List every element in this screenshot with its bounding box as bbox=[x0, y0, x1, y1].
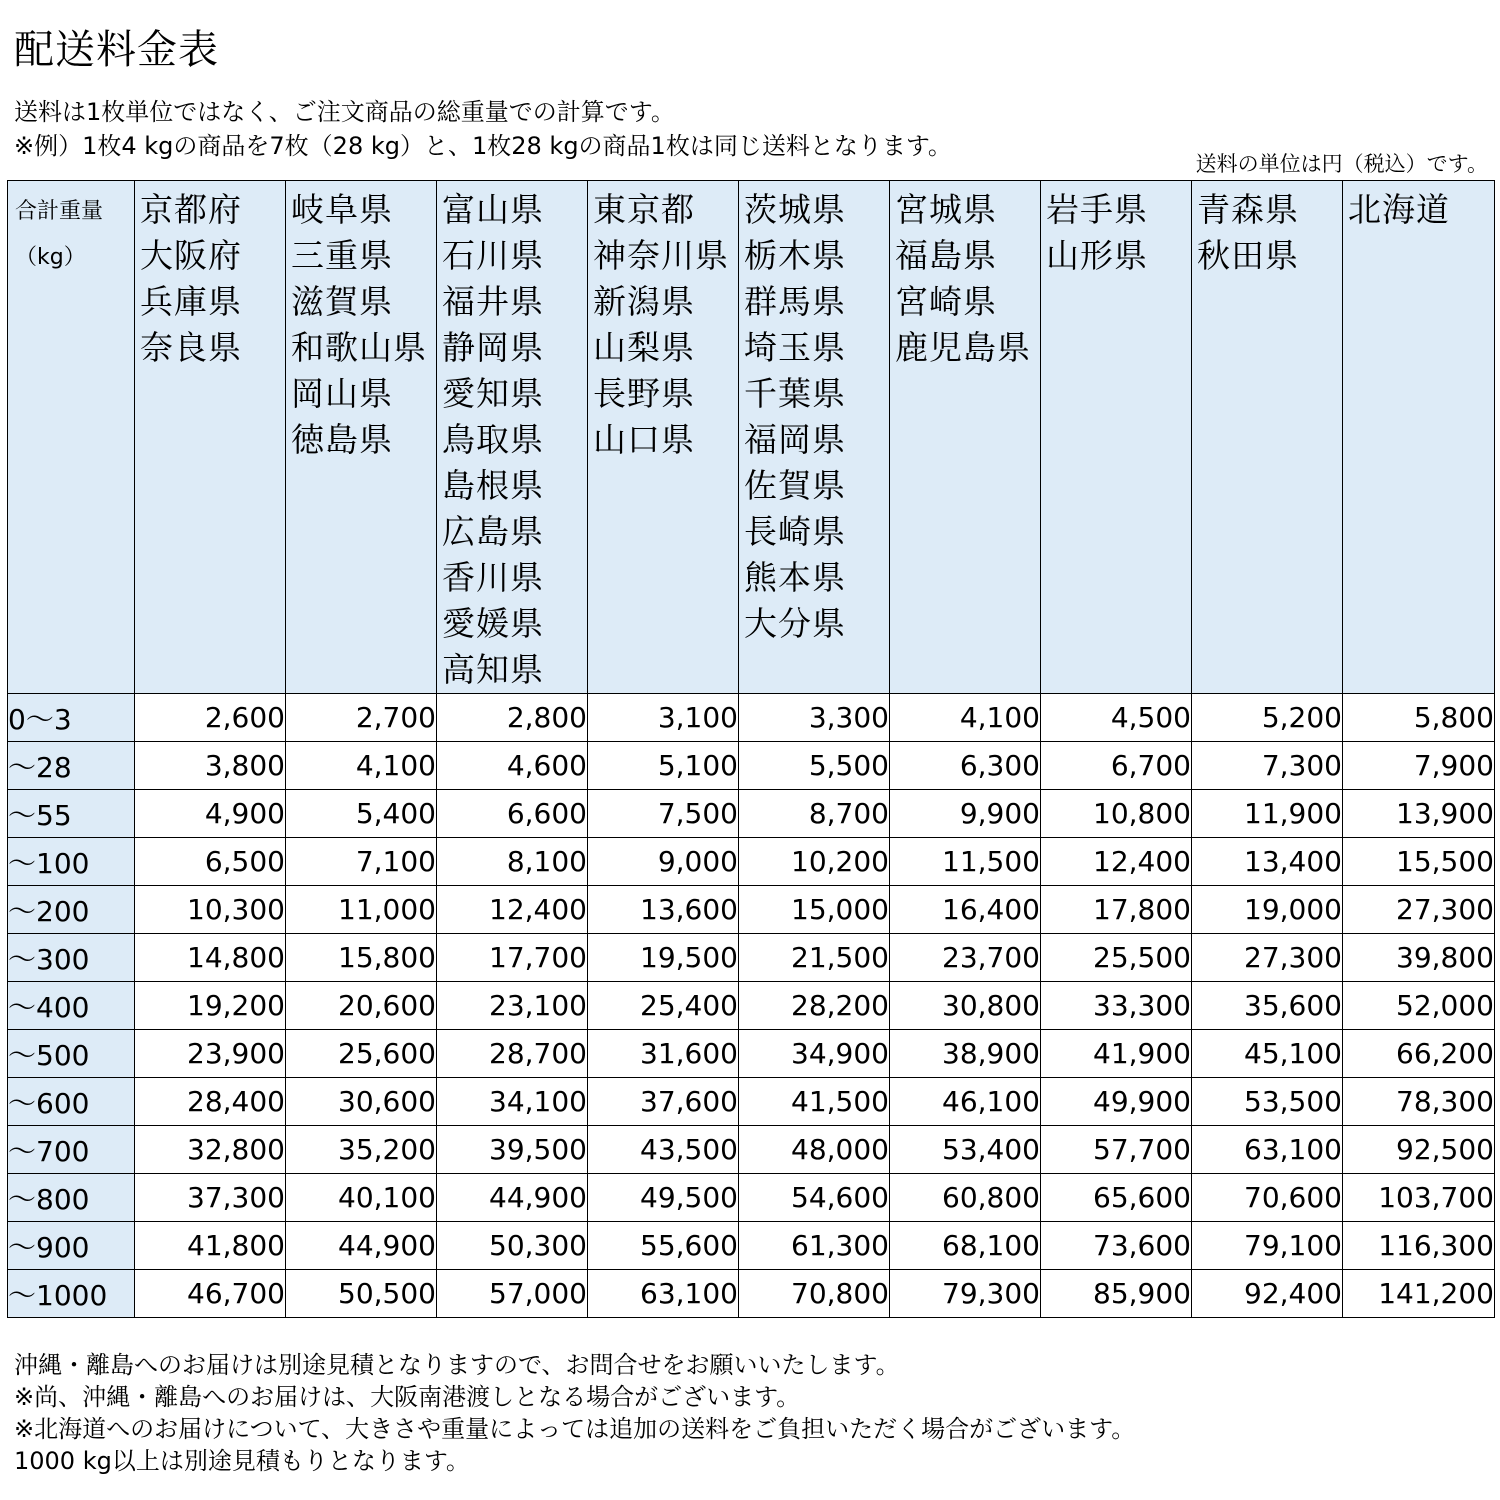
prefecture-name: 千葉県 bbox=[744, 374, 846, 413]
prefecture-name: 滋賀県 bbox=[291, 282, 393, 321]
price-cell: 34,100 bbox=[437, 1078, 588, 1126]
weight-range-cell: ～400 bbox=[8, 982, 135, 1030]
price-cell: 5,100 bbox=[588, 742, 739, 790]
prefecture-name: 長野県 bbox=[593, 374, 695, 413]
price-cell: 66,200 bbox=[1343, 1030, 1495, 1078]
price-cell: 46,700 bbox=[135, 1270, 286, 1318]
price-cell: 45,100 bbox=[1192, 1030, 1343, 1078]
table-row bbox=[8, 982, 1495, 1030]
price-cell: 43,500 bbox=[588, 1126, 739, 1174]
price-cell: 17,700 bbox=[437, 934, 588, 982]
prefecture-name: 愛知県 bbox=[442, 374, 544, 413]
footer-note-okinawa: 沖縄・離島へのお届けは別途見積となりますので、お問合せをお願いいたします。 bbox=[14, 1351, 900, 1379]
price-cell: 21,500 bbox=[739, 934, 890, 982]
price-cell: 41,500 bbox=[739, 1078, 890, 1126]
price-cell: 38,900 bbox=[890, 1030, 1041, 1078]
weight-header-label: 合計重量 bbox=[15, 199, 104, 224]
unit-note: 送料の単位は円（税込）です。 bbox=[1195, 152, 1488, 176]
zone-header-row bbox=[8, 181, 1495, 694]
prefecture-name: 三重県 bbox=[291, 236, 393, 275]
zone-header-cell bbox=[739, 181, 890, 694]
prefecture-name: 東京都 bbox=[593, 190, 695, 229]
price-cell: 13,400 bbox=[1192, 838, 1343, 886]
price-cell: 15,000 bbox=[739, 886, 890, 934]
price-cell: 34,900 bbox=[739, 1030, 890, 1078]
prefecture-name: 秋田県 bbox=[1197, 236, 1299, 275]
price-cell: 54,600 bbox=[739, 1174, 890, 1222]
prefecture-name: 福井県 bbox=[442, 282, 544, 321]
prefecture-name: 熊本県 bbox=[744, 558, 846, 597]
prefecture-name: 山形県 bbox=[1046, 236, 1148, 275]
price-cell: 4,600 bbox=[437, 742, 588, 790]
price-cell: 5,400 bbox=[286, 790, 437, 838]
price-cell: 9,000 bbox=[588, 838, 739, 886]
price-cell: 30,800 bbox=[890, 982, 1041, 1030]
price-cell: 50,300 bbox=[437, 1222, 588, 1270]
note-example: ※例）1枚4 kgの商品を7枚（28 kg）と、1枚28 kgの商品1枚は同じ送料となります。 bbox=[14, 132, 952, 160]
zone-header-cell bbox=[1343, 181, 1495, 694]
zone-header-cell bbox=[588, 181, 739, 694]
price-cell: 25,400 bbox=[588, 982, 739, 1030]
weight-header-cell bbox=[8, 181, 135, 694]
price-cell: 40,100 bbox=[286, 1174, 437, 1222]
price-cell: 11,500 bbox=[890, 838, 1041, 886]
price-cell: 57,700 bbox=[1041, 1126, 1192, 1174]
price-cell: 141,200 bbox=[1343, 1270, 1495, 1318]
prefecture-name: 埼玉県 bbox=[744, 328, 846, 367]
note-total-weight: 送料は1枚単位ではなく、ご注文商品の総重量での計算です。 bbox=[14, 98, 675, 126]
prefecture-name: 京都府 bbox=[140, 190, 242, 229]
price-cell: 79,300 bbox=[890, 1270, 1041, 1318]
prefecture-name: 奈良県 bbox=[140, 328, 242, 367]
weight-range-cell: ～300 bbox=[8, 934, 135, 982]
price-cell: 60,800 bbox=[890, 1174, 1041, 1222]
price-cell: 17,800 bbox=[1041, 886, 1192, 934]
price-cell: 78,300 bbox=[1343, 1078, 1495, 1126]
zone-header-cell bbox=[437, 181, 588, 694]
prefecture-name: 徳島県 bbox=[291, 420, 393, 459]
price-cell: 49,500 bbox=[588, 1174, 739, 1222]
prefecture-name: 神奈川県 bbox=[593, 236, 729, 275]
prefecture-name: 広島県 bbox=[442, 512, 544, 551]
price-cell: 92,500 bbox=[1343, 1126, 1495, 1174]
weight-header-unit: （kg） bbox=[15, 245, 86, 270]
price-cell: 70,800 bbox=[739, 1270, 890, 1318]
weight-range-cell: ～28 bbox=[8, 742, 135, 790]
zone-header-cell bbox=[1041, 181, 1192, 694]
prefecture-name: 山梨県 bbox=[593, 328, 695, 367]
weight-range-cell: ～100 bbox=[8, 838, 135, 886]
table-row bbox=[8, 886, 1495, 934]
price-cell: 27,300 bbox=[1192, 934, 1343, 982]
table-row bbox=[8, 1222, 1495, 1270]
price-cell: 6,500 bbox=[135, 838, 286, 886]
price-cell: 10,300 bbox=[135, 886, 286, 934]
price-cell: 15,500 bbox=[1343, 838, 1495, 886]
prefecture-name: 岐阜県 bbox=[291, 190, 393, 229]
price-cell: 12,400 bbox=[1041, 838, 1192, 886]
prefecture-name: 新潟県 bbox=[593, 282, 695, 321]
prefecture-name: 岡山県 bbox=[291, 374, 393, 413]
price-cell: 4,900 bbox=[135, 790, 286, 838]
footer-note-over-1000kg: 1000 kg以上は別途見積もりとなります。 bbox=[14, 1447, 470, 1475]
price-cell: 7,300 bbox=[1192, 742, 1343, 790]
prefecture-name: 島根県 bbox=[442, 466, 544, 505]
prefecture-name: 大阪府 bbox=[140, 236, 242, 275]
price-cell: 44,900 bbox=[437, 1174, 588, 1222]
price-cell: 28,400 bbox=[135, 1078, 286, 1126]
price-cell: 25,500 bbox=[1041, 934, 1192, 982]
price-cell: 37,300 bbox=[135, 1174, 286, 1222]
weight-range-cell: ～1000 bbox=[8, 1270, 135, 1318]
page-title: 配送料金表 bbox=[14, 27, 219, 73]
price-cell: 35,200 bbox=[286, 1126, 437, 1174]
zone-header-cell bbox=[286, 181, 437, 694]
price-cell: 63,100 bbox=[588, 1270, 739, 1318]
prefecture-name: 宮城県 bbox=[895, 190, 997, 229]
prefecture-name: 香川県 bbox=[442, 558, 544, 597]
price-cell: 2,600 bbox=[135, 694, 286, 742]
weight-range-cell: ～600 bbox=[8, 1078, 135, 1126]
table-row bbox=[8, 1174, 1495, 1222]
price-cell: 14,800 bbox=[135, 934, 286, 982]
price-cell: 4,500 bbox=[1041, 694, 1192, 742]
price-cell: 25,600 bbox=[286, 1030, 437, 1078]
price-cell: 19,500 bbox=[588, 934, 739, 982]
price-cell: 61,300 bbox=[739, 1222, 890, 1270]
price-cell: 19,000 bbox=[1192, 886, 1343, 934]
price-cell: 4,100 bbox=[286, 742, 437, 790]
prefecture-name: 青森県 bbox=[1197, 190, 1299, 229]
prefecture-name: 長崎県 bbox=[744, 512, 846, 551]
price-cell: 7,900 bbox=[1343, 742, 1495, 790]
weight-range-cell: ～200 bbox=[8, 886, 135, 934]
price-cell: 33,300 bbox=[1041, 982, 1192, 1030]
price-cell: 116,300 bbox=[1343, 1222, 1495, 1270]
table-row bbox=[8, 1270, 1495, 1318]
table-row bbox=[8, 790, 1495, 838]
weight-range-cell: ～700 bbox=[8, 1126, 135, 1174]
price-cell: 55,600 bbox=[588, 1222, 739, 1270]
table-row bbox=[8, 1030, 1495, 1078]
price-cell: 16,400 bbox=[890, 886, 1041, 934]
price-cell: 3,100 bbox=[588, 694, 739, 742]
price-cell: 44,900 bbox=[286, 1222, 437, 1270]
prefecture-name: 栃木県 bbox=[744, 236, 846, 275]
shipping-rate-table bbox=[7, 180, 1495, 1318]
table-row bbox=[8, 934, 1495, 982]
price-cell: 79,100 bbox=[1192, 1222, 1343, 1270]
price-cell: 31,600 bbox=[588, 1030, 739, 1078]
price-cell: 2,800 bbox=[437, 694, 588, 742]
prefecture-name: 宮崎県 bbox=[895, 282, 997, 321]
price-cell: 13,900 bbox=[1343, 790, 1495, 838]
price-cell: 65,600 bbox=[1041, 1174, 1192, 1222]
price-cell: 8,100 bbox=[437, 838, 588, 886]
price-cell: 8,700 bbox=[739, 790, 890, 838]
price-cell: 70,600 bbox=[1192, 1174, 1343, 1222]
footer-note-osaka-port: ※尚、沖縄・離島へのお届けは、大阪南港渡しとなる場合がございます。 bbox=[14, 1383, 801, 1411]
price-cell: 28,200 bbox=[739, 982, 890, 1030]
price-cell: 85,900 bbox=[1041, 1270, 1192, 1318]
price-cell: 3,800 bbox=[135, 742, 286, 790]
prefecture-name: 群馬県 bbox=[744, 282, 846, 321]
prefecture-name: 和歌山県 bbox=[291, 328, 427, 367]
price-cell: 7,100 bbox=[286, 838, 437, 886]
prefecture-name: 北海道 bbox=[1348, 190, 1450, 229]
prefecture-name: 石川県 bbox=[442, 236, 544, 275]
price-cell: 23,900 bbox=[135, 1030, 286, 1078]
table-row bbox=[8, 694, 1495, 742]
price-cell: 2,700 bbox=[286, 694, 437, 742]
price-cell: 53,500 bbox=[1192, 1078, 1343, 1126]
weight-range-cell: ～55 bbox=[8, 790, 135, 838]
prefecture-name: 岩手県 bbox=[1046, 190, 1148, 229]
price-cell: 73,600 bbox=[1041, 1222, 1192, 1270]
price-cell: 5,200 bbox=[1192, 694, 1343, 742]
prefecture-name: 愛媛県 bbox=[442, 604, 544, 643]
zone-header-cell bbox=[890, 181, 1041, 694]
price-cell: 5,500 bbox=[739, 742, 890, 790]
price-cell: 37,600 bbox=[588, 1078, 739, 1126]
price-cell: 92,400 bbox=[1192, 1270, 1343, 1318]
price-cell: 39,500 bbox=[437, 1126, 588, 1174]
prefecture-name: 山口県 bbox=[593, 420, 695, 459]
table-row bbox=[8, 742, 1495, 790]
table-row bbox=[8, 1078, 1495, 1126]
price-cell: 19,200 bbox=[135, 982, 286, 1030]
price-cell: 49,900 bbox=[1041, 1078, 1192, 1126]
price-cell: 27,300 bbox=[1343, 886, 1495, 934]
prefecture-name: 大分県 bbox=[744, 604, 846, 643]
weight-range-cell: ～800 bbox=[8, 1174, 135, 1222]
table-row bbox=[8, 1126, 1495, 1174]
price-cell: 15,800 bbox=[286, 934, 437, 982]
price-cell: 10,200 bbox=[739, 838, 890, 886]
price-cell: 6,300 bbox=[890, 742, 1041, 790]
prefecture-name: 兵庫県 bbox=[140, 282, 242, 321]
zone-header-cell bbox=[135, 181, 286, 694]
weight-range-cell: ～900 bbox=[8, 1222, 135, 1270]
prefecture-name: 佐賀県 bbox=[744, 466, 846, 505]
price-cell: 11,000 bbox=[286, 886, 437, 934]
prefecture-name: 静岡県 bbox=[442, 328, 544, 367]
price-cell: 35,600 bbox=[1192, 982, 1343, 1030]
price-cell: 6,700 bbox=[1041, 742, 1192, 790]
price-cell: 6,600 bbox=[437, 790, 588, 838]
price-cell: 9,900 bbox=[890, 790, 1041, 838]
price-cell: 103,700 bbox=[1343, 1174, 1495, 1222]
price-cell: 41,800 bbox=[135, 1222, 286, 1270]
price-cell: 63,100 bbox=[1192, 1126, 1343, 1174]
prefecture-name: 福岡県 bbox=[744, 420, 846, 459]
price-cell: 46,100 bbox=[890, 1078, 1041, 1126]
price-cell: 32,800 bbox=[135, 1126, 286, 1174]
price-cell: 20,600 bbox=[286, 982, 437, 1030]
price-cell: 11,900 bbox=[1192, 790, 1343, 838]
price-cell: 53,400 bbox=[890, 1126, 1041, 1174]
prefecture-name: 高知県 bbox=[442, 650, 544, 689]
price-cell: 57,000 bbox=[437, 1270, 588, 1318]
prefecture-name: 福島県 bbox=[895, 236, 997, 275]
price-cell: 30,600 bbox=[286, 1078, 437, 1126]
price-cell: 3,300 bbox=[739, 694, 890, 742]
prefecture-name: 茨城県 bbox=[744, 190, 846, 229]
price-cell: 10,800 bbox=[1041, 790, 1192, 838]
price-cell: 48,000 bbox=[739, 1126, 890, 1174]
price-cell: 39,800 bbox=[1343, 934, 1495, 982]
price-cell: 12,400 bbox=[437, 886, 588, 934]
price-cell: 5,800 bbox=[1343, 694, 1495, 742]
price-cell: 28,700 bbox=[437, 1030, 588, 1078]
price-cell: 41,900 bbox=[1041, 1030, 1192, 1078]
price-cell: 50,500 bbox=[286, 1270, 437, 1318]
prefecture-name: 鳥取県 bbox=[442, 420, 544, 459]
table-row bbox=[8, 838, 1495, 886]
price-cell: 23,700 bbox=[890, 934, 1041, 982]
prefecture-name: 鹿児島県 bbox=[895, 328, 1031, 367]
price-cell: 23,100 bbox=[437, 982, 588, 1030]
price-cell: 13,600 bbox=[588, 886, 739, 934]
price-cell: 4,100 bbox=[890, 694, 1041, 742]
weight-range-cell: ～500 bbox=[8, 1030, 135, 1078]
price-cell: 7,500 bbox=[588, 790, 739, 838]
weight-range-cell: 0～3 bbox=[8, 694, 135, 742]
zone-header-cell bbox=[1192, 181, 1343, 694]
prefecture-name: 富山県 bbox=[442, 190, 544, 229]
price-cell: 52,000 bbox=[1343, 982, 1495, 1030]
price-cell: 68,100 bbox=[890, 1222, 1041, 1270]
footer-note-hokkaido: ※北海道へのお届けについて、大きさや重量によっては追加の送料をご負担いただく場合がございます。 bbox=[14, 1415, 1136, 1443]
